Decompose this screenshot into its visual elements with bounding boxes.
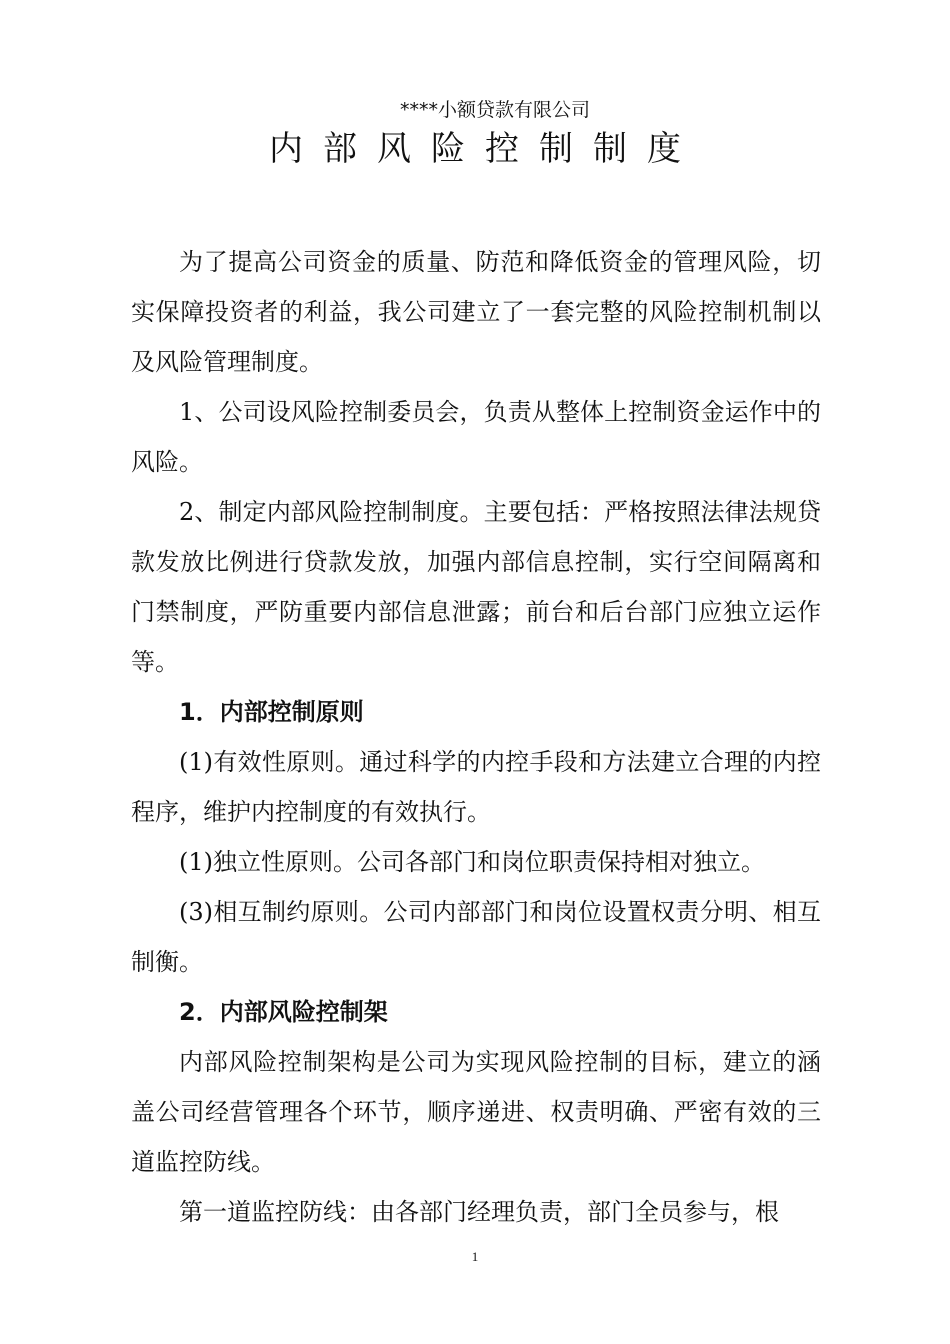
intro-paragraph: 为了提高公司资金的质量、防范和降低资金的管理风险，切实保障投资者的利益，我公司建立了一套完整的风险控制机制以及风险管理制度。: [131, 248, 821, 376]
section-heading-principles: 1．内部控制原则: [179, 698, 364, 726]
principle-independence: (1)独立性原则。公司各部门和岗位职责保持相对独立。: [179, 848, 765, 876]
document-body: [131, 237, 821, 1237]
paragraph-framework: 内部风险控制架构是公司为实现风险控制的目标，建立的涵盖公司经营管理各个环节，顺序递进、权责明确、严密有效的三道监控防线。: [131, 1048, 821, 1176]
paragraph-control-system: 2、制定内部风险控制制度。主要包括：严格按照法律法规贷款发放比例进行贷款发放，加强内部信息控制，实行空间隔离和门禁制度，严防重要内部信息泄露；前台和后台部门应独立运作等。: [131, 498, 821, 676]
company-name: ****小额贷款有限公司: [399, 99, 590, 121]
principle-mutual-restraint: (3)相互制约原则。公司内部部门和岗位设置权责分明、相互制衡。: [131, 898, 821, 976]
paragraph-first-line: 第一道监控防线：由各部门经理负责，部门全员参与，根: [179, 1198, 779, 1226]
paragraph-risk-committee: 1、公司设风险控制委员会，负责从整体上控制资金运作中的风险。: [131, 398, 821, 476]
section-heading-framework: 2．内部风险控制架: [179, 998, 388, 1026]
page-number: 1: [471, 1249, 479, 1264]
principle-effectiveness: (1)有效性原则。通过科学的内控手段和方法建立合理的内控程序，维护内控制度的有效执行。: [131, 748, 821, 826]
document-title: 内部风险控制制度: [269, 129, 701, 169]
